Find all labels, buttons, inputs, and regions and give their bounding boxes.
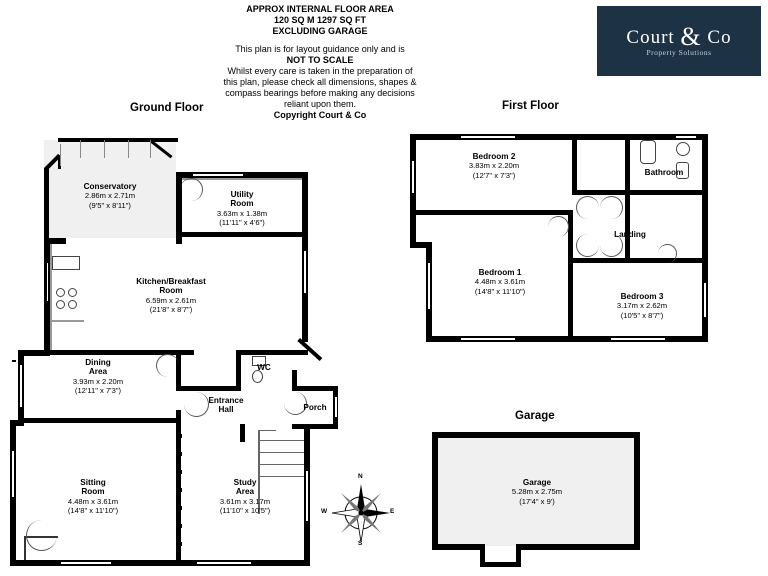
ff-wall-bed3-north <box>572 258 708 263</box>
ground-floor-plan <box>0 0 363 576</box>
ff-door-arc-landing-west <box>548 216 569 237</box>
ff-wall-bed2-east <box>572 134 577 194</box>
stair-tread-2 <box>258 452 304 453</box>
conservatory-glazing-1 <box>60 144 61 166</box>
wall-utility-south <box>176 232 308 237</box>
room-label-garage: Garage 5.28m x 2.75m (17'4" x 9') <box>511 478 563 506</box>
header-area-line-3: EXCLUDING GARAGE <box>272 26 368 36</box>
section-title-ground-floor: Ground Floor <box>130 102 204 114</box>
header-disclaimer-line-4: compass bearings before making any decisions <box>225 88 415 98</box>
room-label-utility-room: Utility Room 3.63m x 1.38m (11'11" x 4'6") <box>216 190 268 227</box>
ff-wall-landing-east <box>625 195 630 259</box>
room-label-bedroom-1: Bedroom 1 4.48m x 3.61m (14'8" x 11'10") <box>474 268 526 296</box>
room-label-conservatory: Conservatory 2.86m x 2.71m (9'5" x 8'11") <box>83 182 137 210</box>
ff-wall-bath-south <box>625 190 708 195</box>
bay-sitting-arc <box>26 520 57 551</box>
room-label-study-area: Study Area 3.61m x 3.17m (11'10" x 10'5") <box>219 478 271 515</box>
wall-wc-east <box>236 350 241 390</box>
conservatory-glazing-3 <box>104 140 105 158</box>
ff-window-bed2-west <box>411 160 415 194</box>
logo-tagline: Property Solutions <box>646 48 712 57</box>
ff-wall-bed2-south <box>410 210 572 215</box>
wall-hall-east-stub <box>240 424 245 442</box>
compass-label-south: S <box>358 540 363 547</box>
wall-wc-south <box>176 386 241 391</box>
hob-burner-icon-2 <box>68 288 77 297</box>
room-label-bedroom-3: Bedroom 3 3.17m x 2.62m (10'5" x 8'7") <box>616 292 668 320</box>
ff-wall-bath-notch <box>662 136 670 140</box>
bathtub-icon <box>640 140 656 164</box>
logo-name-right: Co <box>707 27 732 48</box>
room-label-bathroom: Bathroom <box>644 168 684 177</box>
wall-kitchen-south-east <box>236 350 308 355</box>
first-floor-plan <box>400 110 730 360</box>
header-disclaimer-line-2: Whilst every care is taken in the preparation of <box>227 66 413 76</box>
wall-porch-north <box>292 386 338 391</box>
ff-wall-landing-west-1 <box>568 210 573 250</box>
door-arc-kitchen-dining <box>156 354 179 377</box>
garage-door-threshold <box>480 562 521 567</box>
stair-tread-1 <box>258 440 304 441</box>
stair-tread-3 <box>258 464 304 465</box>
utility-counter <box>182 178 302 180</box>
garage-wall-south-left <box>432 544 484 550</box>
stair-dash-2 <box>178 452 182 456</box>
garage-wall-east <box>634 432 640 550</box>
hob-burner-icon-3 <box>56 300 65 309</box>
compass-icon <box>330 482 395 544</box>
wall-east-mid-stub <box>302 334 308 342</box>
window-sitting-west <box>11 450 15 498</box>
window-kitchen-west <box>46 262 49 302</box>
kitchen-counter-line <box>50 320 84 322</box>
stair-tread-top <box>258 430 276 431</box>
compass-label-north: N <box>358 473 363 480</box>
garage-wall-west <box>432 432 438 550</box>
window-none <box>12 360 16 362</box>
ff-window-bed3-south <box>610 337 666 341</box>
wall-porch-west-stub <box>292 370 297 390</box>
conservatory-wall-north <box>58 138 178 142</box>
header-area-line-1: APPROX INTERNAL FLOOR AREA <box>246 4 394 14</box>
room-label-entrance-hall: Entrance Hall <box>208 396 244 415</box>
court-and-co-logo <box>597 6 761 76</box>
compass-rose <box>321 473 395 547</box>
section-title-garage: Garage <box>515 410 555 422</box>
header-disclaimer-line-1: This plan is for layout guidance only and is <box>235 44 405 54</box>
header-copyright: Copyright Court & Co <box>273 110 367 120</box>
conservatory-glazing-5 <box>150 140 151 158</box>
room-label-sitting-room: Sitting Room 4.48m x 3.61m (14'8" x 11'10") <box>67 478 119 515</box>
garage-plan <box>420 420 720 570</box>
kitchen-counter-west <box>50 244 52 350</box>
room-label-wc: WC <box>257 363 271 372</box>
wall-dining-south <box>18 418 178 423</box>
sink-icon <box>52 256 80 270</box>
logo-name-left: Court <box>626 27 675 48</box>
window-sitting-south <box>60 561 112 565</box>
compass-label-east: E <box>390 508 395 515</box>
wall-porch-south <box>292 424 338 429</box>
window-utility-north <box>192 173 244 177</box>
room-label-dining-area: Dining Area 3.93m x 2.20m (12'11" x 7'3") <box>72 358 124 395</box>
stair-tread-4 <box>258 476 304 477</box>
room-label-kitchen-breakfast-room: Kitchen/Breakfast Room 6.59m x 2.61m (21'8" x 8'7") <box>136 277 206 314</box>
stair-dash-3 <box>178 470 182 474</box>
ff-wall-bath-west <box>625 134 630 194</box>
room-label-bedroom-2: Bedroom 2 3.83m x 2.20m (12'7" x 7'3") <box>468 152 520 180</box>
hob-burner-icon-1 <box>56 288 65 297</box>
header-area-line-2: 120 SQ M 1297 SQ FT <box>273 15 367 25</box>
header-disclaimer-line-3: this plan, please check all dimensions, shapes & <box>223 77 417 87</box>
window-kitchen-east <box>303 250 307 294</box>
hob-burner-icon-4 <box>68 300 77 309</box>
ff-door-arc-bedroom3-alt <box>658 244 677 263</box>
ff-window-bathroom-north <box>675 135 697 139</box>
garage-wall-south-right <box>520 544 640 550</box>
window-study-south <box>196 561 252 565</box>
stair-dash-6 <box>178 524 182 528</box>
ff-window-bed1-west <box>427 262 431 310</box>
garage-wall-north <box>432 432 640 438</box>
logo-ampersand: & <box>680 22 702 51</box>
stair-dash-7 <box>178 542 182 546</box>
room-label-landing: Landing <box>614 230 646 239</box>
section-title-first-floor: First Floor <box>502 100 559 112</box>
wall-south <box>10 560 310 566</box>
ff-window-bed2-north <box>460 135 516 139</box>
bathroom-basin-icon <box>676 142 690 156</box>
header-disclaimer-line-5: reliant upon them. <box>283 99 357 109</box>
room-label-porch: Porch <box>303 403 327 412</box>
stair-dash-1 <box>178 434 182 438</box>
header-not-to-scale: NOT TO SCALE <box>286 55 354 65</box>
ff-door-arc-bathroom <box>600 196 623 219</box>
ff-door-arc-bedroom2 <box>576 196 599 219</box>
ff-window-bed1-south <box>460 337 516 341</box>
compass-label-west: W <box>321 508 328 515</box>
conservatory-glazing-2 <box>80 140 81 158</box>
window-dining-west <box>19 364 23 408</box>
ff-wall-landing-north <box>572 190 630 195</box>
conservatory-glazing-4 <box>128 140 129 158</box>
